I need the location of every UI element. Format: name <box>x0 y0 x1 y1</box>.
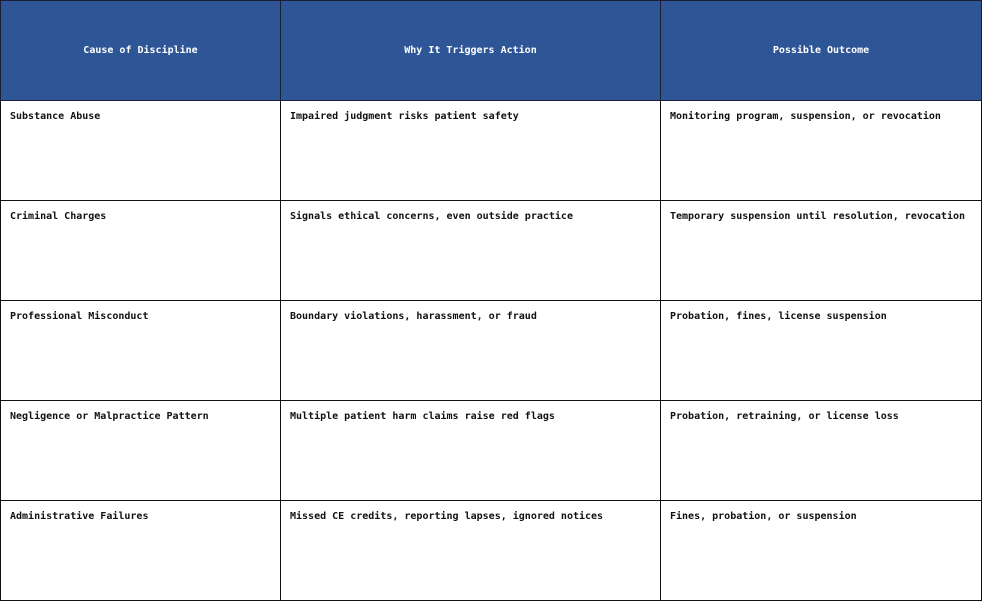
cell-why: Impaired judgment risks patient safety <box>281 101 661 201</box>
table-row <box>1 101 982 201</box>
cell-cause: Negligence or Malpractice Pattern <box>1 401 281 501</box>
cell-why: Missed CE credits, reporting lapses, ignored notices <box>281 501 661 601</box>
cell-why: Multiple patient harm claims raise red flags <box>281 401 661 501</box>
cell-cause: Administrative Failures <box>1 501 281 601</box>
cell-cause: Substance Abuse <box>1 101 281 201</box>
table-row <box>1 201 982 301</box>
cell-why: Signals ethical concerns, even outside practice <box>281 201 661 301</box>
cell-cause: Professional Misconduct <box>1 301 281 401</box>
table-row <box>1 401 982 501</box>
cell-outcome: Monitoring program, suspension, or revocation <box>661 101 982 201</box>
table-row <box>1 501 982 601</box>
header-why: Why It Triggers Action <box>281 1 661 101</box>
header-cause: Cause of Discipline <box>1 1 281 101</box>
cell-outcome: Fines, probation, or suspension <box>661 501 982 601</box>
header-outcome: Possible Outcome <box>661 1 982 101</box>
cell-why: Boundary violations, harassment, or fraud <box>281 301 661 401</box>
cell-outcome: Probation, fines, license suspension <box>661 301 982 401</box>
cell-cause: Criminal Charges <box>1 201 281 301</box>
table-row <box>1 301 982 401</box>
header-row <box>1 1 982 101</box>
cell-outcome: Temporary suspension until resolution, revocation <box>661 201 982 301</box>
cell-outcome: Probation, retraining, or license loss <box>661 401 982 501</box>
